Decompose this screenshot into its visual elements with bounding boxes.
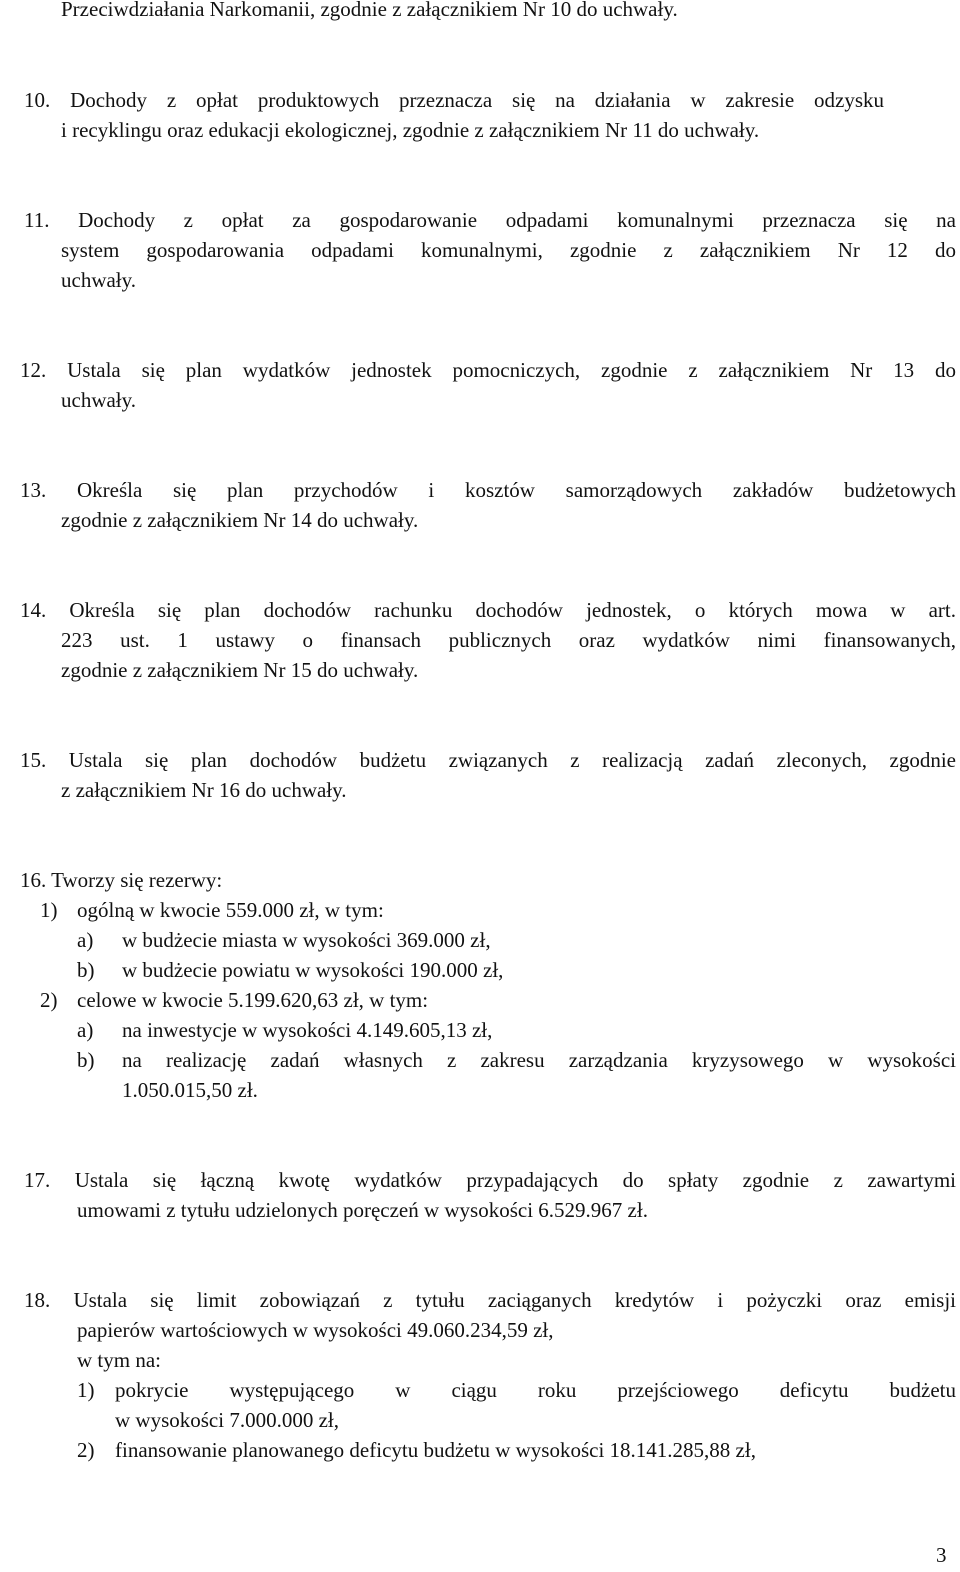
paragraph-10-line-2: i recyklingu oraz edukacji ekologicznej, zgodnie z załącznikiem Nr 11 do uchwały. xyxy=(61,118,760,142)
paragraph-14-line-1: 14. Określa się plan dochodów rachunku dochodów jednostek, o których mowa w art. xyxy=(20,598,956,622)
list-item: na inwestycje w wysokości 4.149.605,13 zł, xyxy=(122,1018,493,1042)
paragraph-17-line-1: 17. Ustala się łączną kwotę wydatków przypadających do spłaty zgodnie z zawartymi xyxy=(24,1168,956,1192)
paragraph-15-line-2: z załącznikiem Nr 16 do uchwały. xyxy=(61,778,347,802)
paragraph-11-line-3: uchwały. xyxy=(61,268,137,292)
list-marker: b) xyxy=(77,1048,95,1072)
list-marker: a) xyxy=(77,1018,94,1042)
paragraph-14-line-2: 223 ust. 1 ustawy o finansach publicznych oraz wydatków nimi finansowanych, xyxy=(61,628,956,652)
list-marker: 1) xyxy=(40,898,58,922)
list-item-continuation: w wysokości 7.000.000 zł, xyxy=(115,1408,339,1432)
list-item: celowe w kwocie 5.199.620,63 zł, w tym: xyxy=(77,988,429,1012)
paragraph-17-line-2: umowami z tytułu udzielonych poręczeń w wysokości 6.529.967 zł. xyxy=(77,1198,648,1222)
paragraph-10-line-1: 10. Dochody z opłat produktowych przeznacza się na działania w zakresie odzysku xyxy=(24,88,884,112)
list-marker: a) xyxy=(77,928,94,952)
paragraph-15-line-1: 15. Ustala się plan dochodów budżetu związanych z realizacją zadań zleconych, zgodnie xyxy=(20,748,956,772)
paragraph-12-line-1: 12. Ustala się plan wydatków jednostek pomocniczych, zgodnie z załącznikiem Nr 13 do xyxy=(20,358,956,382)
list-marker: 2) xyxy=(40,988,58,1012)
paragraph-14-line-3: zgodnie z załącznikiem Nr 15 do uchwały. xyxy=(61,658,419,682)
list-marker: b) xyxy=(77,958,95,982)
paragraph-13-line-1: 13. Określa się plan przychodów i kosztów samorządowych zakładów budżetowych xyxy=(20,478,956,502)
paragraph-18-line-3: w tym na: xyxy=(77,1348,161,1372)
list-item: finansowanie planowanego deficytu budżetu w wysokości 18.141.285,88 zł, xyxy=(115,1438,756,1462)
list-marker: 2) xyxy=(77,1438,95,1462)
paragraph-12-line-2: uchwały. xyxy=(61,388,137,412)
list-item: pokrycie występującego w ciągu roku przejściowego deficytu budżetu xyxy=(115,1378,956,1402)
paragraph-18-line-1: 18. Ustala się limit zobowiązań z tytułu zaciąganych kredytów i pożyczki oraz emisji xyxy=(24,1288,956,1312)
paragraph-18-line-2: papierów wartościowych w wysokości 49.060.234,59 zł, xyxy=(77,1318,554,1342)
paragraph-11-line-2: system gospodarowania odpadami komunalnymi, zgodnie z załącznikiem Nr 12 do xyxy=(61,238,956,262)
text-line: Przeciwdziałania Narkomanii, zgodnie z załącznikiem Nr 10 do uchwały. xyxy=(61,0,678,21)
paragraph-11-line-1: 11. Dochody z opłat za gospodarowanie odpadami komunalnymi przeznacza się na xyxy=(24,208,956,232)
list-item: w budżecie powiatu w wysokości 190.000 zł, xyxy=(122,958,504,982)
list-item-continuation: 1.050.015,50 zł. xyxy=(122,1078,258,1102)
list-item: na realizację zadań własnych z zakresu zarządzania kryzysowego w wysokości xyxy=(122,1048,956,1072)
list-marker: 1) xyxy=(77,1378,95,1402)
paragraph-16-heading: 16. Tworzy się rezerwy: xyxy=(20,868,223,892)
list-item: ogólną w kwocie 559.000 zł, w tym: xyxy=(77,898,384,922)
paragraph-13-line-2: zgodnie z załącznikiem Nr 14 do uchwały. xyxy=(61,508,419,532)
list-item: w budżecie miasta w wysokości 369.000 zł, xyxy=(122,928,491,952)
page-number: 3 xyxy=(936,1543,947,1567)
